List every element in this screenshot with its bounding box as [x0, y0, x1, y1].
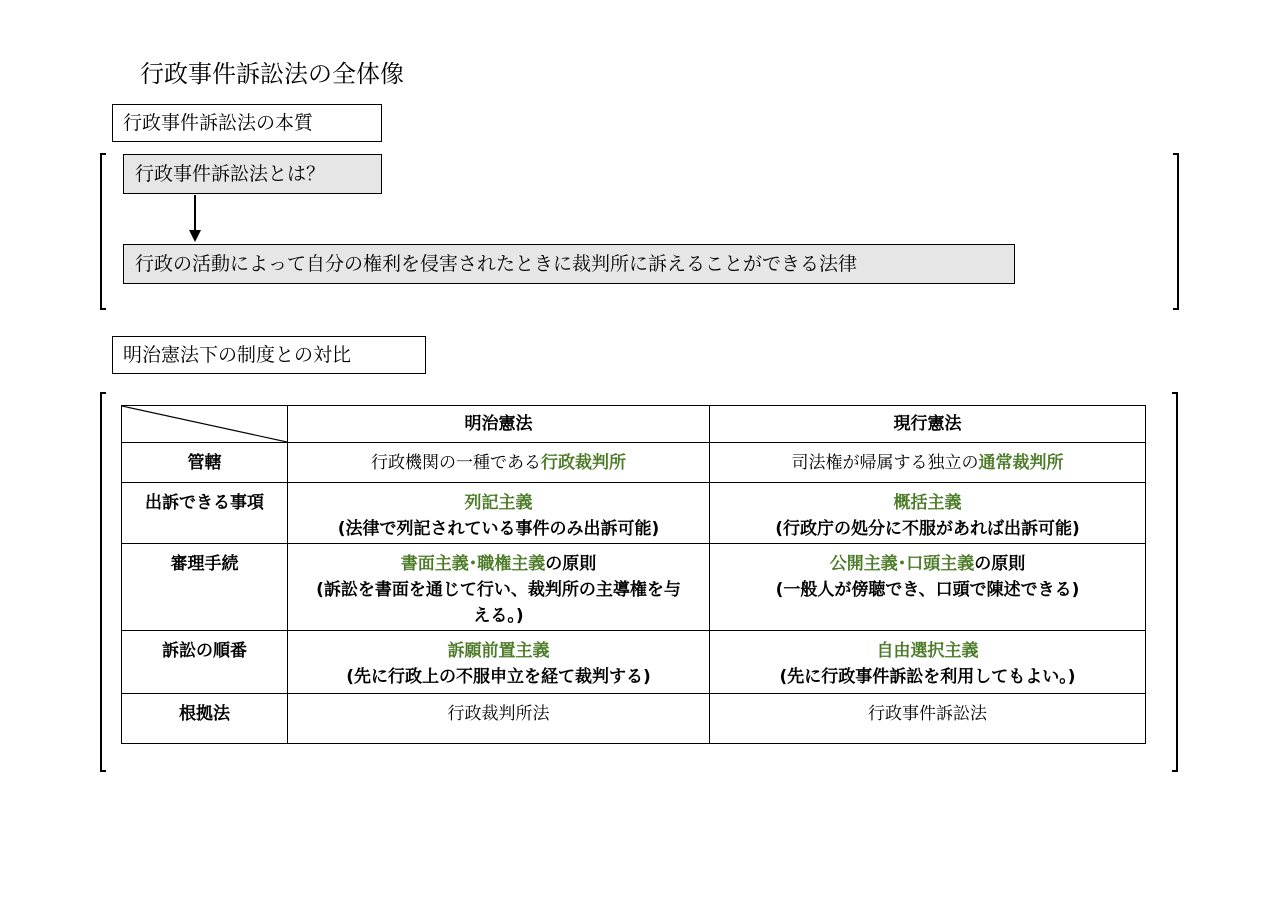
row-label: 審理手続 [122, 544, 288, 631]
cell-green-term: 書面主義･職権主義 [400, 554, 546, 574]
row-label: 管轄 [122, 443, 288, 483]
cell-text: 行政機関の一種である [371, 453, 541, 473]
row-label: 訴訟の順番 [122, 631, 288, 694]
cell-meiji [288, 544, 710, 631]
table-row [122, 694, 1146, 744]
col-header-current: 現行憲法 [710, 406, 1146, 443]
arrow-head-icon [189, 230, 201, 242]
col-header-meiji: 明治憲法 [288, 406, 710, 443]
cell-suffix: の原則 [545, 554, 597, 574]
corner-cell [122, 406, 288, 443]
down-arrow-icon [194, 195, 196, 232]
cell-text: 司法権が帰属する独立の [791, 453, 979, 473]
cell-green-term: 訴願前置主義 [447, 641, 550, 661]
table-row [122, 544, 1146, 631]
section-label-comparison: 明治憲法下の制度との対比 [112, 336, 426, 374]
page-title: 行政事件訴訟法の全体像 [140, 60, 404, 88]
cell-meiji [288, 443, 710, 483]
row-label: 根拠法 [122, 694, 288, 744]
table-row [122, 483, 1146, 544]
cell-current [710, 443, 1146, 483]
cell-note: (行政庁の処分に不服があれば出訴可能) [775, 519, 1080, 539]
cell-green-term: 概括主義 [893, 493, 962, 513]
cell-meiji: 行政裁判所法 [288, 694, 710, 744]
cell-note: (先に行政事件訴訟を利用してもよい。) [779, 667, 1076, 687]
section-label-essence: 行政事件訴訟法の本質 [112, 104, 382, 142]
cell-current [710, 544, 1146, 631]
cell-green-term: 列記主義 [464, 493, 533, 513]
row-label: 出訴できる事項 [122, 483, 288, 544]
comparison-table [121, 405, 1146, 744]
cell-meiji [288, 483, 710, 544]
cell-note: (一般人が傍聴でき、口頭で陳述できる) [775, 580, 1080, 600]
right-bracket-section2 [1172, 392, 1178, 772]
cell-note: (先に行政上の不服申立を経て裁判する) [346, 667, 651, 687]
cell-meiji [288, 631, 710, 694]
cell-suffix: の原則 [974, 554, 1026, 574]
left-bracket-section1 [100, 153, 106, 310]
cell-green-term: 行政裁判所 [541, 453, 626, 473]
cell-current [710, 631, 1146, 694]
left-bracket-section2 [100, 392, 106, 772]
right-bracket-section1 [1173, 153, 1179, 310]
answer-box: 行政の活動によって自分の権利を侵害されたときに裁判所に訴えることができる法律 [123, 244, 1015, 284]
question-box: 行政事件訴訟法とは？ [123, 154, 382, 194]
cell-green-term: 通常裁判所 [978, 453, 1064, 473]
cell-note: (訴訟を書面を通じて行い、裁判所の主導権を与える。) [316, 580, 681, 626]
cell-note: (法律で列記されている事件のみ出訴可能) [337, 519, 660, 539]
table-header-row [122, 406, 1146, 443]
diagonal-line-icon [122, 406, 287, 442]
cell-green-term: 公開主義･口頭主義 [829, 554, 975, 574]
cell-current: 行政事件訴訟法 [710, 694, 1146, 744]
cell-current [710, 483, 1146, 544]
table-row [122, 631, 1146, 694]
cell-green-term: 自由選択主義 [876, 641, 979, 661]
table-row [122, 443, 1146, 483]
